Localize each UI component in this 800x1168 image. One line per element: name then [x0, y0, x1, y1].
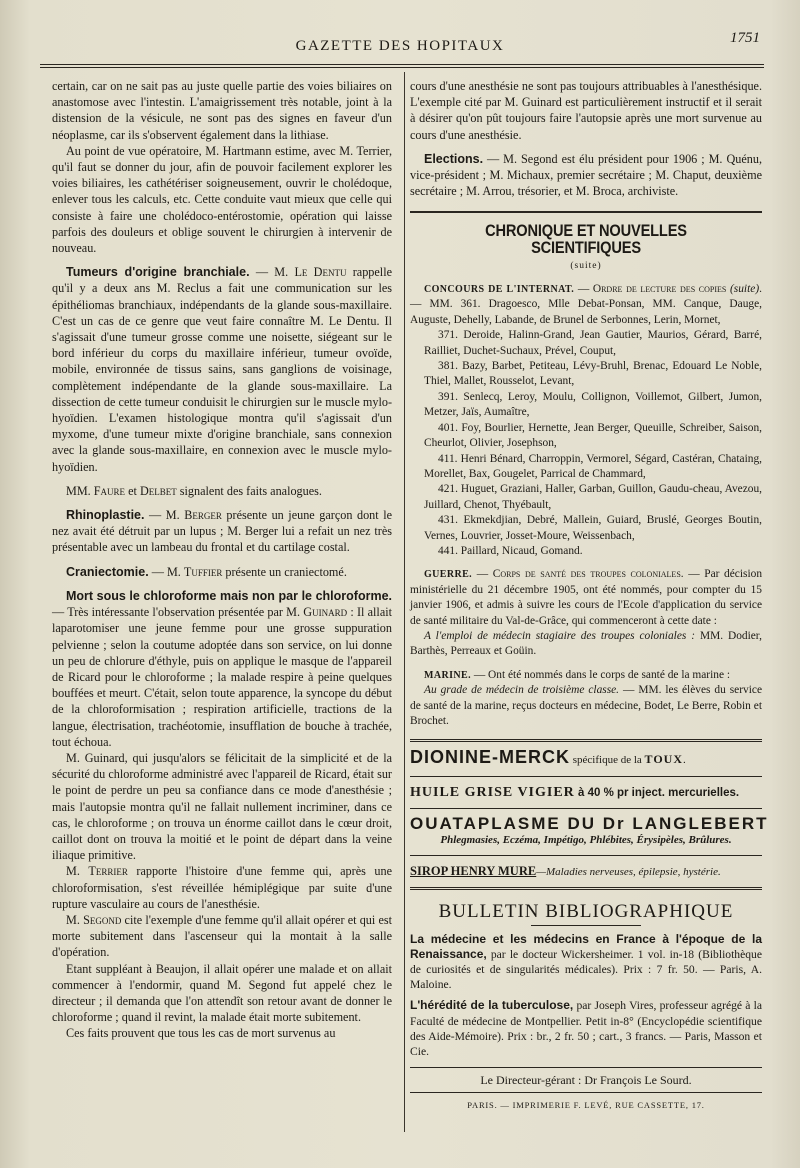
author-name: Faure: [93, 483, 126, 498]
divider: [410, 855, 762, 856]
elections-paragraph: Elections. — M. Segond est élu président pour 1906 ; M. Quénu, vice-président ; M. Michaux, premier secrétaire ; M. Chaput, deuxième secrétaire ; M. Arrou, trésorier, et M. Broca, archiviste.: [410, 151, 762, 199]
author-name: Terrier: [88, 864, 128, 879]
mort-paragraph: Mort sous le chloroforme mais non par le chloroforme. — Très intéressante l'observation présentée par M. Guinard : Il allait laparotomiser une jeune femme pour une grosse suppuration pelvienne ; selon la coutume adoptée dans son service, on lui donne un peu de chlorure d'éthyle, puis on applique le masque de l'appareil de Ricard pour le chloroforme ; la malade respire à peine quelques bouffées et meurt. C'était, selon toute apparence, la syncope du début de la chloroformisation ; respiration artificielle, tractions de la langue, électrisation, trachéotomie, insufflation de bouche à trachée, tout échoua.: [52, 588, 392, 749]
author-name: Segond: [83, 912, 122, 927]
concours-list: [410, 328, 762, 559]
column-divider: [404, 72, 405, 1132]
divider: [410, 1092, 762, 1093]
divider: [410, 887, 762, 890]
marine-paragraph: MARINE. — Ont été nommés dans le corps de santé de la marine :: [424, 668, 731, 681]
concours-paragraph: CONCOURS DE L'INTERNAT. — Ordre de lecture des copies (suite). — MM. 361. Dragoesco, Mlle Debat-Ponsan, MM. Canque, Dauge, Auguste, Dehelly, Labande, de Brunel de Serbonnes, Lerin, Mornet,: [410, 283, 762, 326]
ad-huile-grise: HUILE GRISE VIGIER à 40 % pr inject. mercurielles.: [410, 784, 740, 800]
divider: [531, 925, 641, 926]
faure-paragraph: MM. Faure et Delbet signalent des faits analogues.: [66, 483, 322, 498]
gerant-line: Le Directeur-gérant : Dr François Le Sourd.: [480, 1073, 692, 1088]
craniectomie-paragraph: Craniectomie. — M. Tuffier présente un craniectomé.: [66, 564, 347, 579]
page-number: 1751: [730, 30, 760, 46]
ces-faits-paragraph: Ces faits prouvent que tous les cas de mort survenus au: [66, 1026, 336, 1041]
advertisements: [410, 739, 769, 890]
guerre-paragraph: GUERRE. — Corps de santé des troupes coloniales. — Par décision ministérielle du 21 décembre 1905, ont été nommés, pour compter du 15 janvier 1906, et admis à suivre les cours de l'Ecole d'application du service de santé militaire du Val-de-Grâce, qui commenceront à cette date :: [410, 568, 763, 627]
author-name: Le Dentu: [294, 265, 347, 280]
list-item: 371. Deroide, Halinn-Grand, Jean Gautier, Maurios, Gérard, Barré, Railliet, Duchet-Suchaux, Prével, Couput,: [424, 329, 762, 357]
rhinoplastie-paragraph: Rhinoplastie. — M. Berger présente un jeune garçon dont le nez avait été détruit par un lupus ; M. Berger lui a refait un nez très présentable avec un lambeau du frontal et du cartilage costal.: [52, 508, 392, 555]
tumeurs-title: Tumeurs d'origine branchiale.: [66, 265, 250, 280]
tumeurs-paragraph: Tumeurs d'origine branchiale. — M. Le Dentu rappelle qu'il y a deux ans M. Reclus a fait une communication sur les épithéliomas branchiaux, indépendants de la glande sous-maxillaire. C'est un cas de ce genre que veut faire connaître M. Le Dentu. Il s'agissait d'une tumeur grosse comme une noisette, siégeant sur le bord inférieur du corps du maxillaire inférieur, tumeur ovoïde, mobile, environnée de tissus sains, sans ganglions de voisinage, complètement indépendante de la glande sous-maxillaire. La dissection de cette tumeur conduisit le chirurgien sur le muscle mylo-hyoïdien. L'examen histologique montra qu'il s'agissait d'un myxome, d'une tumeur mixte d'origine branchiale, sans connexion avec la glande sous-maxillaire, en connexion avec le muscle mylo-hyoïdien.: [52, 265, 392, 474]
terrier-paragraph: M. Terrier rapporte l'histoire d'une femme qui, après une chloroformisation, s'est réveillée hémiplégique par suite d'une rupture vasculaire au cours de l'anesthésie.: [52, 864, 392, 911]
left-column: [52, 78, 392, 1042]
rhinoplastie-title: Rhinoplastie.: [66, 508, 145, 523]
list-item: 381. Bazy, Barbet, Petiteau, Lévy-Bruhl, Brenac, Edouard Le Noble, Thiel, Mallet, Rousselot, Levant,: [424, 360, 762, 388]
author-name: Berger: [184, 508, 222, 523]
divider: [410, 808, 762, 809]
mort-title: Mort sous le chloroforme mais non par le chloroforme.: [66, 588, 392, 603]
list-item: 431. Ekmekdjian, Debré, Mallein, Guiard, Bruslé, Georges Boutin, Vernes, Louvrier, Josset-Moure, Weissenbach,: [424, 514, 762, 542]
guinard-paragraph: M. Guinard, qui jusqu'alors se félicitait de la simplicité et de la sécurité du chloroforme administré avec l'appareil de Ricard, était sur le point de perdre un peu sa confiance dans ce mode d'anesthésie ; mais l'autopsie montra qu'il ne fallait nullement incriminer, dans ce cas, le chloroforme ; on trouva un énorme caillot dans le cœur droit, caillot dont on trouva la moitié et le point de départ dans la veine iliaque primitive.: [52, 750, 392, 863]
divider: [410, 1067, 762, 1068]
list-item: 391. Senlecq, Leroy, Moulu, Collignon, Voillemot, Gilbert, Jumon, Metzer, Jaïs, Aumaître,: [424, 390, 762, 419]
list-item: 401. Foy, Bourlier, Hernette, Jean Berger, Queuille, Schreiber, Saison, Cheurlot, Olivier, Josephson,: [424, 421, 762, 450]
biblio-entry: L'hérédité de la tuberculose, par Joseph Vires, professeur agrégé à la Faculté de médecine de Montpellier. Petit in-8° (Encyclopédie scientifique des Aide-Mémoire). Prix : br., 2 fr. 50 ; cart., 3 francs. — Paris, Masson et Cie.: [410, 998, 763, 1059]
header-rule-2: [40, 67, 764, 68]
guerre-emploi: A l'emploi de médecin stagiaire des troupes coloniales : MM. Dodier, Barthès, Perreaux et Goüin.: [410, 629, 762, 658]
header-rule: [40, 64, 764, 65]
hartmann-paragraph: Au point de vue opératoire, M. Hartmann estime, avec M. Terrier, qu'il faut se donner du jour, afin de pouvoir facilement explorer les voies biliaires, les cathétériser soigneusement, ouvrir le cholédoque, enlever tous les calculs, etc. Cette conduite vaut mieux que celle qui consiste à faire une cholédoco-entérostomie, opération qui laisse parfois des douleurs et oblige souvent le chirurgien à intervenir de nouveau.: [52, 143, 392, 256]
ad-dionine: DIONINE-MERCK spécifique de la TOUX.: [410, 747, 686, 768]
chronique-subtitle: ( suite ): [410, 258, 762, 274]
list-item: 421. Huguet, Graziani, Haller, Garban, Guillon, Gaudu-cheau, Avezou, Juillard, Chenot, Thyébault,: [424, 483, 762, 511]
marine-grade: Au grade de médecin de troisième classe. — MM. les élèves du service de santé de la marine, reçus docteurs en médecine, Bodet, Le Berre, Robin et Brochet.: [410, 684, 763, 727]
beaujon-paragraph: Etant suppléant à Beaujon, il allait opérer une malade et on allait commencer à l'endormir, quand M. Segond fut appelé chez le directeur ; il demanda que l'on attendît son retour avant de donner le chloroforme ; quand il revint, la malade était morte subitement.: [52, 961, 392, 1025]
concours-head: CONCOURS DE L'INTERNAT.: [424, 284, 575, 296]
chronique-body: [410, 282, 762, 729]
author-name: Tuffier: [183, 564, 223, 579]
intro-paragraph: certain, car on ne sait pas au juste quelle partie des voies biliaires on anastomose avec l'intestin. L'amaigrissement très notable, joint à la distension de la vésicule, ne sont pas des signes en faveur d'un néoplasme, car ils s'observent également dans la lithiase.: [52, 79, 392, 142]
printer-line: PARIS. — IMPRIMERIE F. LEVÉ, RUE CASSETTE, 17.: [467, 1100, 705, 1111]
marine-head: MARINE.: [424, 669, 471, 681]
author-name: Delbet: [139, 483, 177, 498]
biblio-entry: La médecine et les médecins en France à l'époque de la Renaissance, par le docteur Wickersheimer. 1 vol. in-18 (Bibliothèque de curiosités et de singularités médicales). Prix : 7 fr. 50. — Paris, A. Maloine.: [410, 931, 762, 992]
craniectomie-title: Craniectomie.: [66, 564, 149, 579]
chronique-title: CHRONIQUE ET NOUVELLES SCIENTIFIQUES: [485, 221, 687, 257]
list-item: 441. Paillard, Nicaud, Gomand.: [438, 544, 583, 557]
chronique-section: [410, 211, 762, 274]
biblio-title: BULLETIN BIBLIOGRAPHIQUE: [438, 901, 734, 923]
divider: [410, 776, 762, 777]
right-column: [410, 78, 769, 1114]
continuation-paragraph: cours d'une anesthésie ne sont pas toujours attribuables à l'anesthésique. L'exemple cité par M. Guinard est particulièrement instructif et il serait à désirer qu'on pût toujours faire l'autopsie après une mort survenue au cours d'une anesthésie.: [410, 79, 762, 142]
ad-ouataplasme: OUATAPLASME DU Dr LANGLEBERT Phlegmasies, Eczéma, Impétigo, Phlébites, Érysipèles, Brûlures.: [410, 813, 769, 847]
segond-paragraph: M. Segond cite l'exemple d'une femme qu'il allait opérer et qui est morte subitement dans l'ascenseur qui la montait à la salle d'opération.: [52, 912, 392, 960]
running-head: GAZETTE DES HOPITAUX: [295, 38, 505, 54]
divider: [410, 739, 762, 742]
guerre-head: GUERRE.: [424, 569, 473, 581]
elections-title: Elections.: [424, 151, 484, 166]
author-name: Guinard: [303, 605, 348, 620]
ad-sirop: SIROP HENRY MURE—Maladies nerveuses, épilepsie, hystérie.: [410, 864, 721, 879]
list-item: 411. Henri Bénard, Charroppin, Vermorel, Ségard, Castéran, Chataing, Morellet, Bax, Gougelet, Parrical de Chammard,: [424, 452, 762, 480]
